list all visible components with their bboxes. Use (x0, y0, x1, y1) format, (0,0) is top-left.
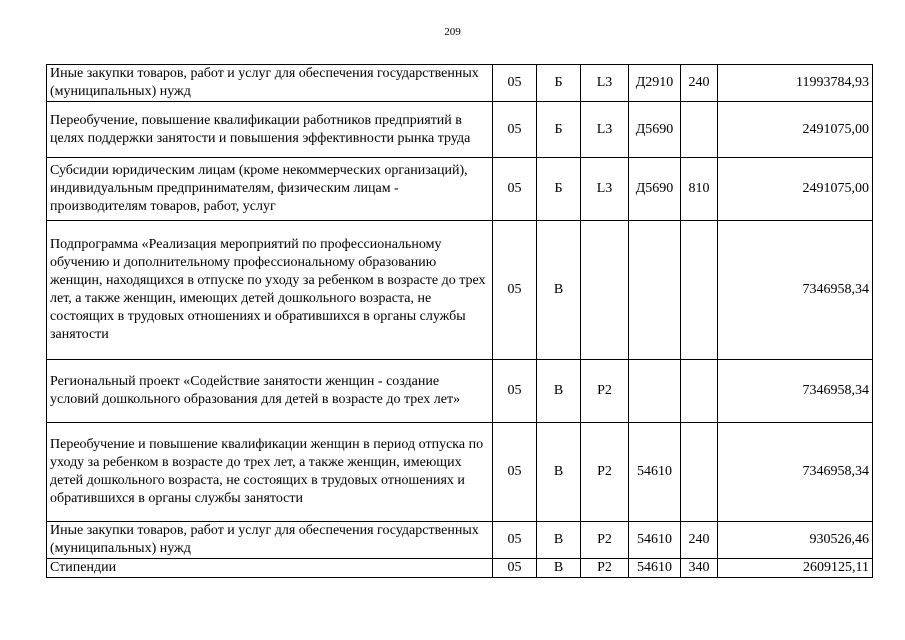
row-section: 05 (493, 158, 537, 221)
table-row (47, 522, 873, 559)
row-expense-type (681, 423, 718, 522)
row-expense-type (681, 102, 718, 158)
row-program: В (537, 221, 581, 360)
row-expense-type: 340 (681, 559, 718, 578)
row-name: Иные закупки товаров, работ и услуг для обеспечения государственных (муниципальных) нужд (47, 65, 493, 102)
page-number: 209 (444, 26, 461, 38)
row-section: 05 (493, 423, 537, 522)
row-direction: 54610 (629, 559, 681, 578)
row-subprogram: L3 (581, 102, 629, 158)
row-section: 05 (493, 102, 537, 158)
budget-table (46, 64, 873, 578)
row-amount: 930526,46 (718, 522, 873, 559)
row-expense-type: 810 (681, 158, 718, 221)
table-row (47, 360, 873, 423)
row-subprogram: Р2 (581, 423, 629, 522)
row-direction: Д5690 (629, 102, 681, 158)
row-section: 05 (493, 360, 537, 423)
row-amount: 2491075,00 (718, 102, 873, 158)
row-expense-type: 240 (681, 65, 718, 102)
row-name: Подпрограмма «Реализация мероприятий по профессиональному обучению и дополнительному профессиональному образованию женщин, находящихся в отпуске по уходу за ребенком в возрасте до трех лет, а также женщин, имеющих детей дошкольного возраста, не состоящих в трудовых отношениях и обратившихся в органы службы занятости (47, 221, 493, 360)
row-expense-type (681, 360, 718, 423)
row-subprogram: L3 (581, 65, 629, 102)
row-direction (629, 360, 681, 423)
row-section: 05 (493, 221, 537, 360)
row-amount: 7346958,34 (718, 360, 873, 423)
row-subprogram (581, 221, 629, 360)
row-program: В (537, 423, 581, 522)
row-subprogram: L3 (581, 158, 629, 221)
row-direction: Д5690 (629, 158, 681, 221)
row-subprogram: Р2 (581, 559, 629, 578)
row-program: В (537, 559, 581, 578)
row-direction: 54610 (629, 522, 681, 559)
row-program: Б (537, 65, 581, 102)
row-amount: 7346958,34 (718, 221, 873, 360)
table-row (47, 158, 873, 221)
row-name: Переобучение и повышение квалификации женщин в период отпуска по уходу за ребенком в возрасте до трех лет, а также женщин, имеющих детей дошкольного возраста, не состоящих в трудовых отношениях и обратившихся в органы службы занятости (47, 423, 493, 522)
table-row (47, 221, 873, 360)
row-direction: Д2910 (629, 65, 681, 102)
row-name: Иные закупки товаров, работ и услуг для обеспечения государственных (муниципальных) нужд (47, 522, 493, 559)
row-expense-type: 240 (681, 522, 718, 559)
table-row (47, 559, 873, 578)
row-name: Субсидии юридическим лицам (кроме некоммерческих организаций), индивидуальным предпринимателям, физическим лицам - производителям товаров, работ, услуг (47, 158, 493, 221)
row-program: В (537, 360, 581, 423)
row-direction (629, 221, 681, 360)
row-expense-type (681, 221, 718, 360)
row-amount: 7346958,34 (718, 423, 873, 522)
row-amount: 11993784,93 (718, 65, 873, 102)
row-direction: 54610 (629, 423, 681, 522)
row-subprogram: Р2 (581, 360, 629, 423)
row-program: В (537, 522, 581, 559)
table-row (47, 423, 873, 522)
row-name: Региональный проект «Содействие занятости женщин - создание условий дошкольного образования для детей в возрасте до трех лет» (47, 360, 493, 423)
table-row (47, 102, 873, 158)
table-row (47, 65, 873, 102)
row-name: Стипендии (47, 559, 493, 578)
row-program: Б (537, 158, 581, 221)
row-section: 05 (493, 522, 537, 559)
row-section: 05 (493, 65, 537, 102)
row-amount: 2609125,11 (718, 559, 873, 578)
row-program: Б (537, 102, 581, 158)
row-subprogram: Р2 (581, 522, 629, 559)
row-name: Переобучение, повышение квалификации работников предприятий в целях поддержки занятости и повышения эффективности рынка труда (47, 102, 493, 158)
row-section: 05 (493, 559, 537, 578)
row-amount: 2491075,00 (718, 158, 873, 221)
